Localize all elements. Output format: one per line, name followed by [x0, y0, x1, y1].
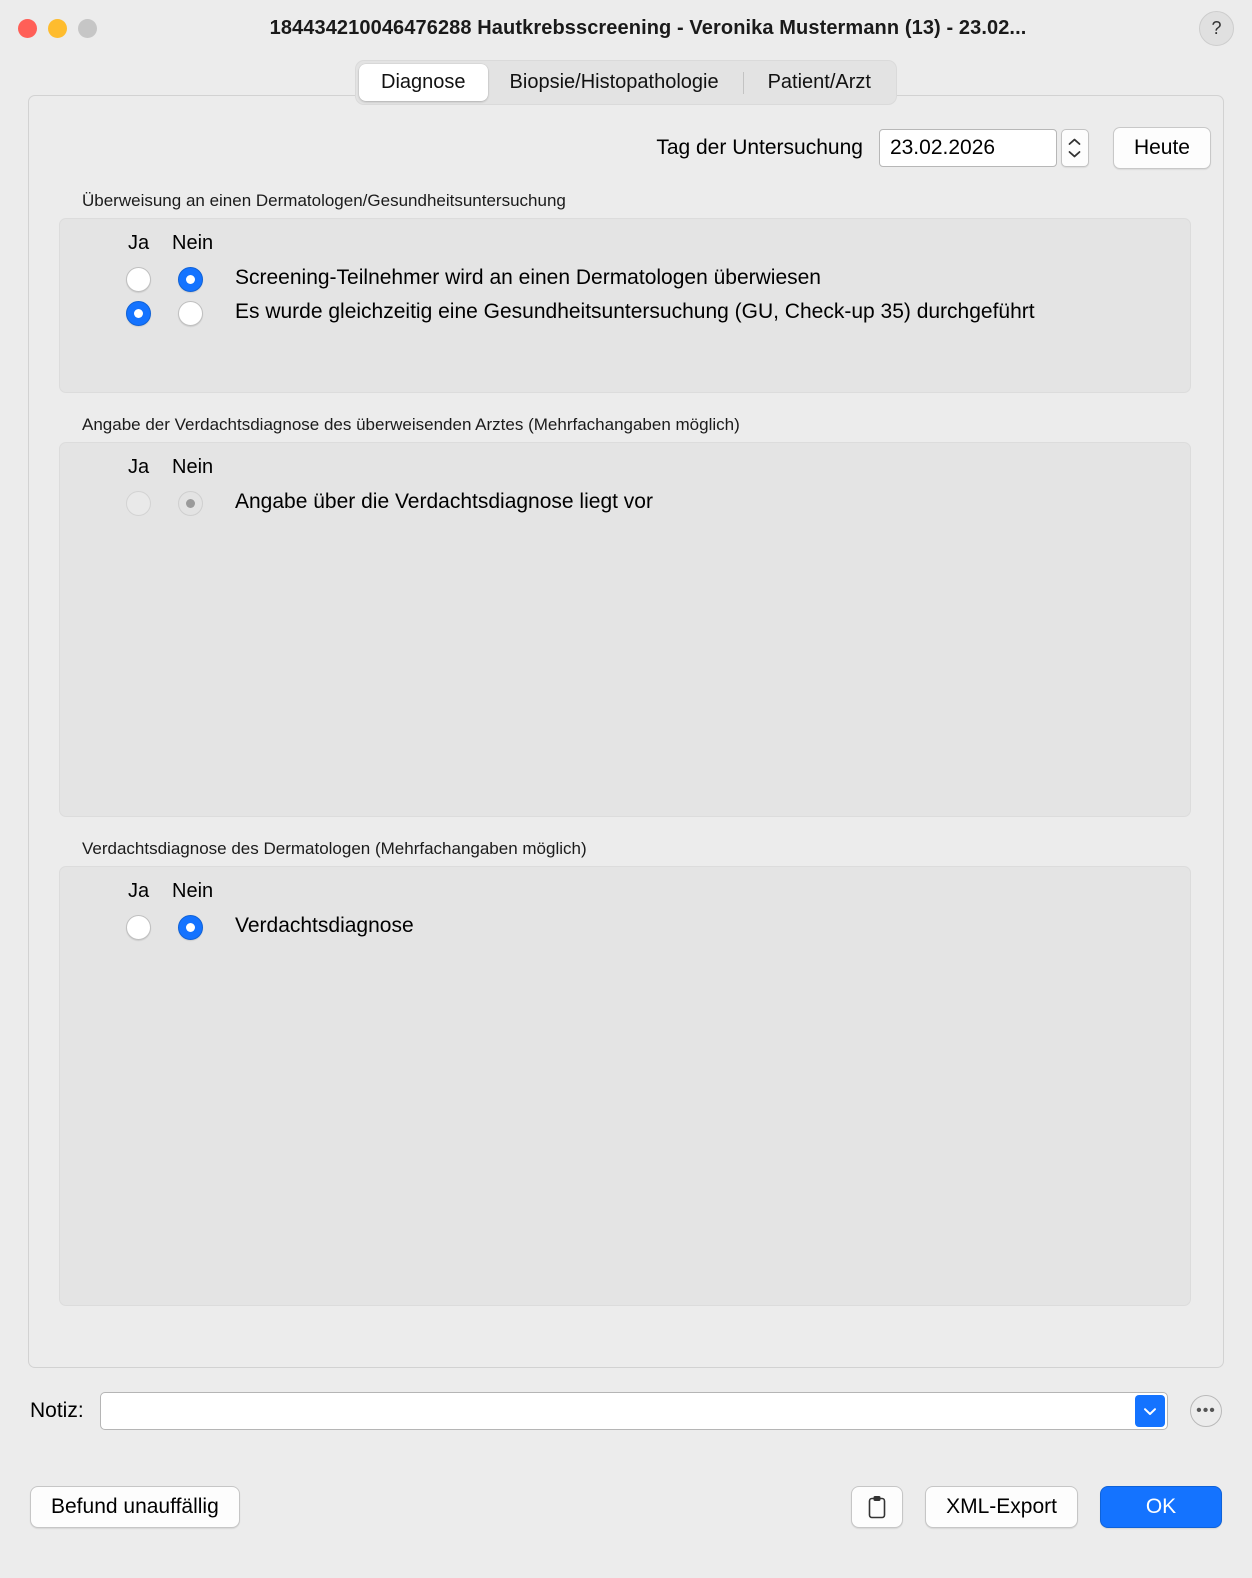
section-ueberweisung: [59, 218, 1191, 393]
ok-button[interactable]: OK: [1100, 1486, 1222, 1528]
note-row: [30, 1392, 1222, 1430]
note-input[interactable]: [111, 1399, 1135, 1424]
section-title-verdachtsdiagnose-dermatologe: Verdachtsdiagnose des Dermatologen (Mehrfachangaben möglich): [82, 839, 587, 858]
radio-yes-referral[interactable]: [126, 267, 151, 292]
row-label-checkup: Es wurde gleichzeitig eine Gesundheitsuntersuchung (GU, Check-up 35) durchgeführt: [235, 300, 1035, 324]
yes-no-header: [60, 867, 1190, 909]
note-more-button[interactable]: •••: [1190, 1395, 1222, 1427]
column-header-nein: Nein: [172, 880, 214, 902]
exam-date-row: [29, 96, 1223, 169]
row-label-referral: Screening-Teilnehmer wird an einen Dermatologen überwiesen: [235, 266, 821, 289]
row-label-suspected-available: Angabe über die Verdachtsdiagnose liegt vor: [235, 490, 653, 513]
tab-diagnose[interactable]: Diagnose: [359, 64, 488, 101]
row-suspected-diagnosis-available: [60, 485, 1190, 519]
exam-date-input[interactable]: [879, 129, 1057, 167]
section-verdachtsdiagnose-dermatologe: [59, 866, 1191, 1306]
column-header-ja: Ja: [128, 456, 150, 478]
radio-no-suspected-available[interactable]: [178, 491, 203, 516]
radio-yes-checkup[interactable]: [126, 301, 151, 326]
radio-no-referral[interactable]: [178, 267, 203, 292]
column-header-nein: Nein: [172, 232, 214, 254]
help-button[interactable]: ?: [1199, 11, 1234, 46]
tab-patient-arzt[interactable]: Patient/Arzt: [767, 71, 871, 93]
yes-no-header: [60, 219, 1190, 261]
xml-export-button[interactable]: XML-Export: [925, 1486, 1078, 1528]
note-label: Notiz:: [30, 1399, 84, 1422]
row-label-verdachtsdiagnose: Verdachtsdiagnose: [235, 914, 414, 937]
section-title-verdachtsdiagnose-arzt: Angabe der Verdachtsdiagnose des überweisenden Arztes (Mehrfachangaben möglich): [82, 415, 740, 434]
note-dropdown-button[interactable]: [1135, 1395, 1165, 1427]
clipboard-button[interactable]: [851, 1486, 903, 1528]
section-title-ueberweisung: Überweisung an einen Dermatologen/Gesundheitsuntersuchung: [82, 191, 566, 210]
close-button[interactable]: [18, 19, 37, 38]
exam-date-value: 23.02.2026: [889, 136, 996, 159]
footer-buttons: [30, 1486, 1222, 1528]
chevron-up-icon: [1068, 138, 1081, 146]
window-controls: [18, 19, 97, 38]
column-header-ja: Ja: [128, 232, 150, 254]
radio-yes-verdachtsdiagnose[interactable]: [126, 915, 151, 940]
diagnose-panel: [28, 95, 1224, 1368]
tab-biopsie-histopathologie[interactable]: Biopsie/Histopathologie: [509, 71, 719, 93]
chevron-down-icon: [1143, 1407, 1157, 1416]
column-header-nein: Nein: [172, 456, 214, 478]
today-button[interactable]: Heute: [1113, 127, 1211, 169]
note-combobox[interactable]: [100, 1392, 1168, 1430]
radio-no-checkup[interactable]: [178, 301, 203, 326]
section-verdachtsdiagnose-arzt: [59, 442, 1191, 817]
chevron-down-icon: [1068, 150, 1081, 158]
minimize-button[interactable]: [48, 19, 67, 38]
row-referral-dermatologist: [60, 261, 1190, 295]
window-title: 184434210046476288 Hautkrebsscreening - Veronika Mustermann (13) - 23.02...: [269, 16, 1027, 39]
column-header-ja: Ja: [128, 880, 150, 902]
row-verdachtsdiagnose: [60, 909, 1190, 943]
tab-separator: [743, 72, 744, 94]
exam-date-label: Tag der Untersuchung: [656, 136, 863, 159]
radio-no-verdachtsdiagnose[interactable]: [178, 915, 203, 940]
exam-date-stepper[interactable]: [1061, 129, 1089, 167]
yes-no-header: [60, 443, 1190, 485]
window-titlebar: [0, 0, 1252, 56]
row-health-checkup: [60, 295, 1190, 329]
clipboard-icon: [867, 1495, 887, 1519]
tab-bar-wrapper: [0, 60, 1252, 105]
radio-yes-suspected-available[interactable]: [126, 491, 151, 516]
tab-bar: [355, 60, 897, 105]
zoom-button[interactable]: [78, 19, 97, 38]
befund-unauffaellig-button[interactable]: Befund unauffällig: [30, 1486, 240, 1528]
